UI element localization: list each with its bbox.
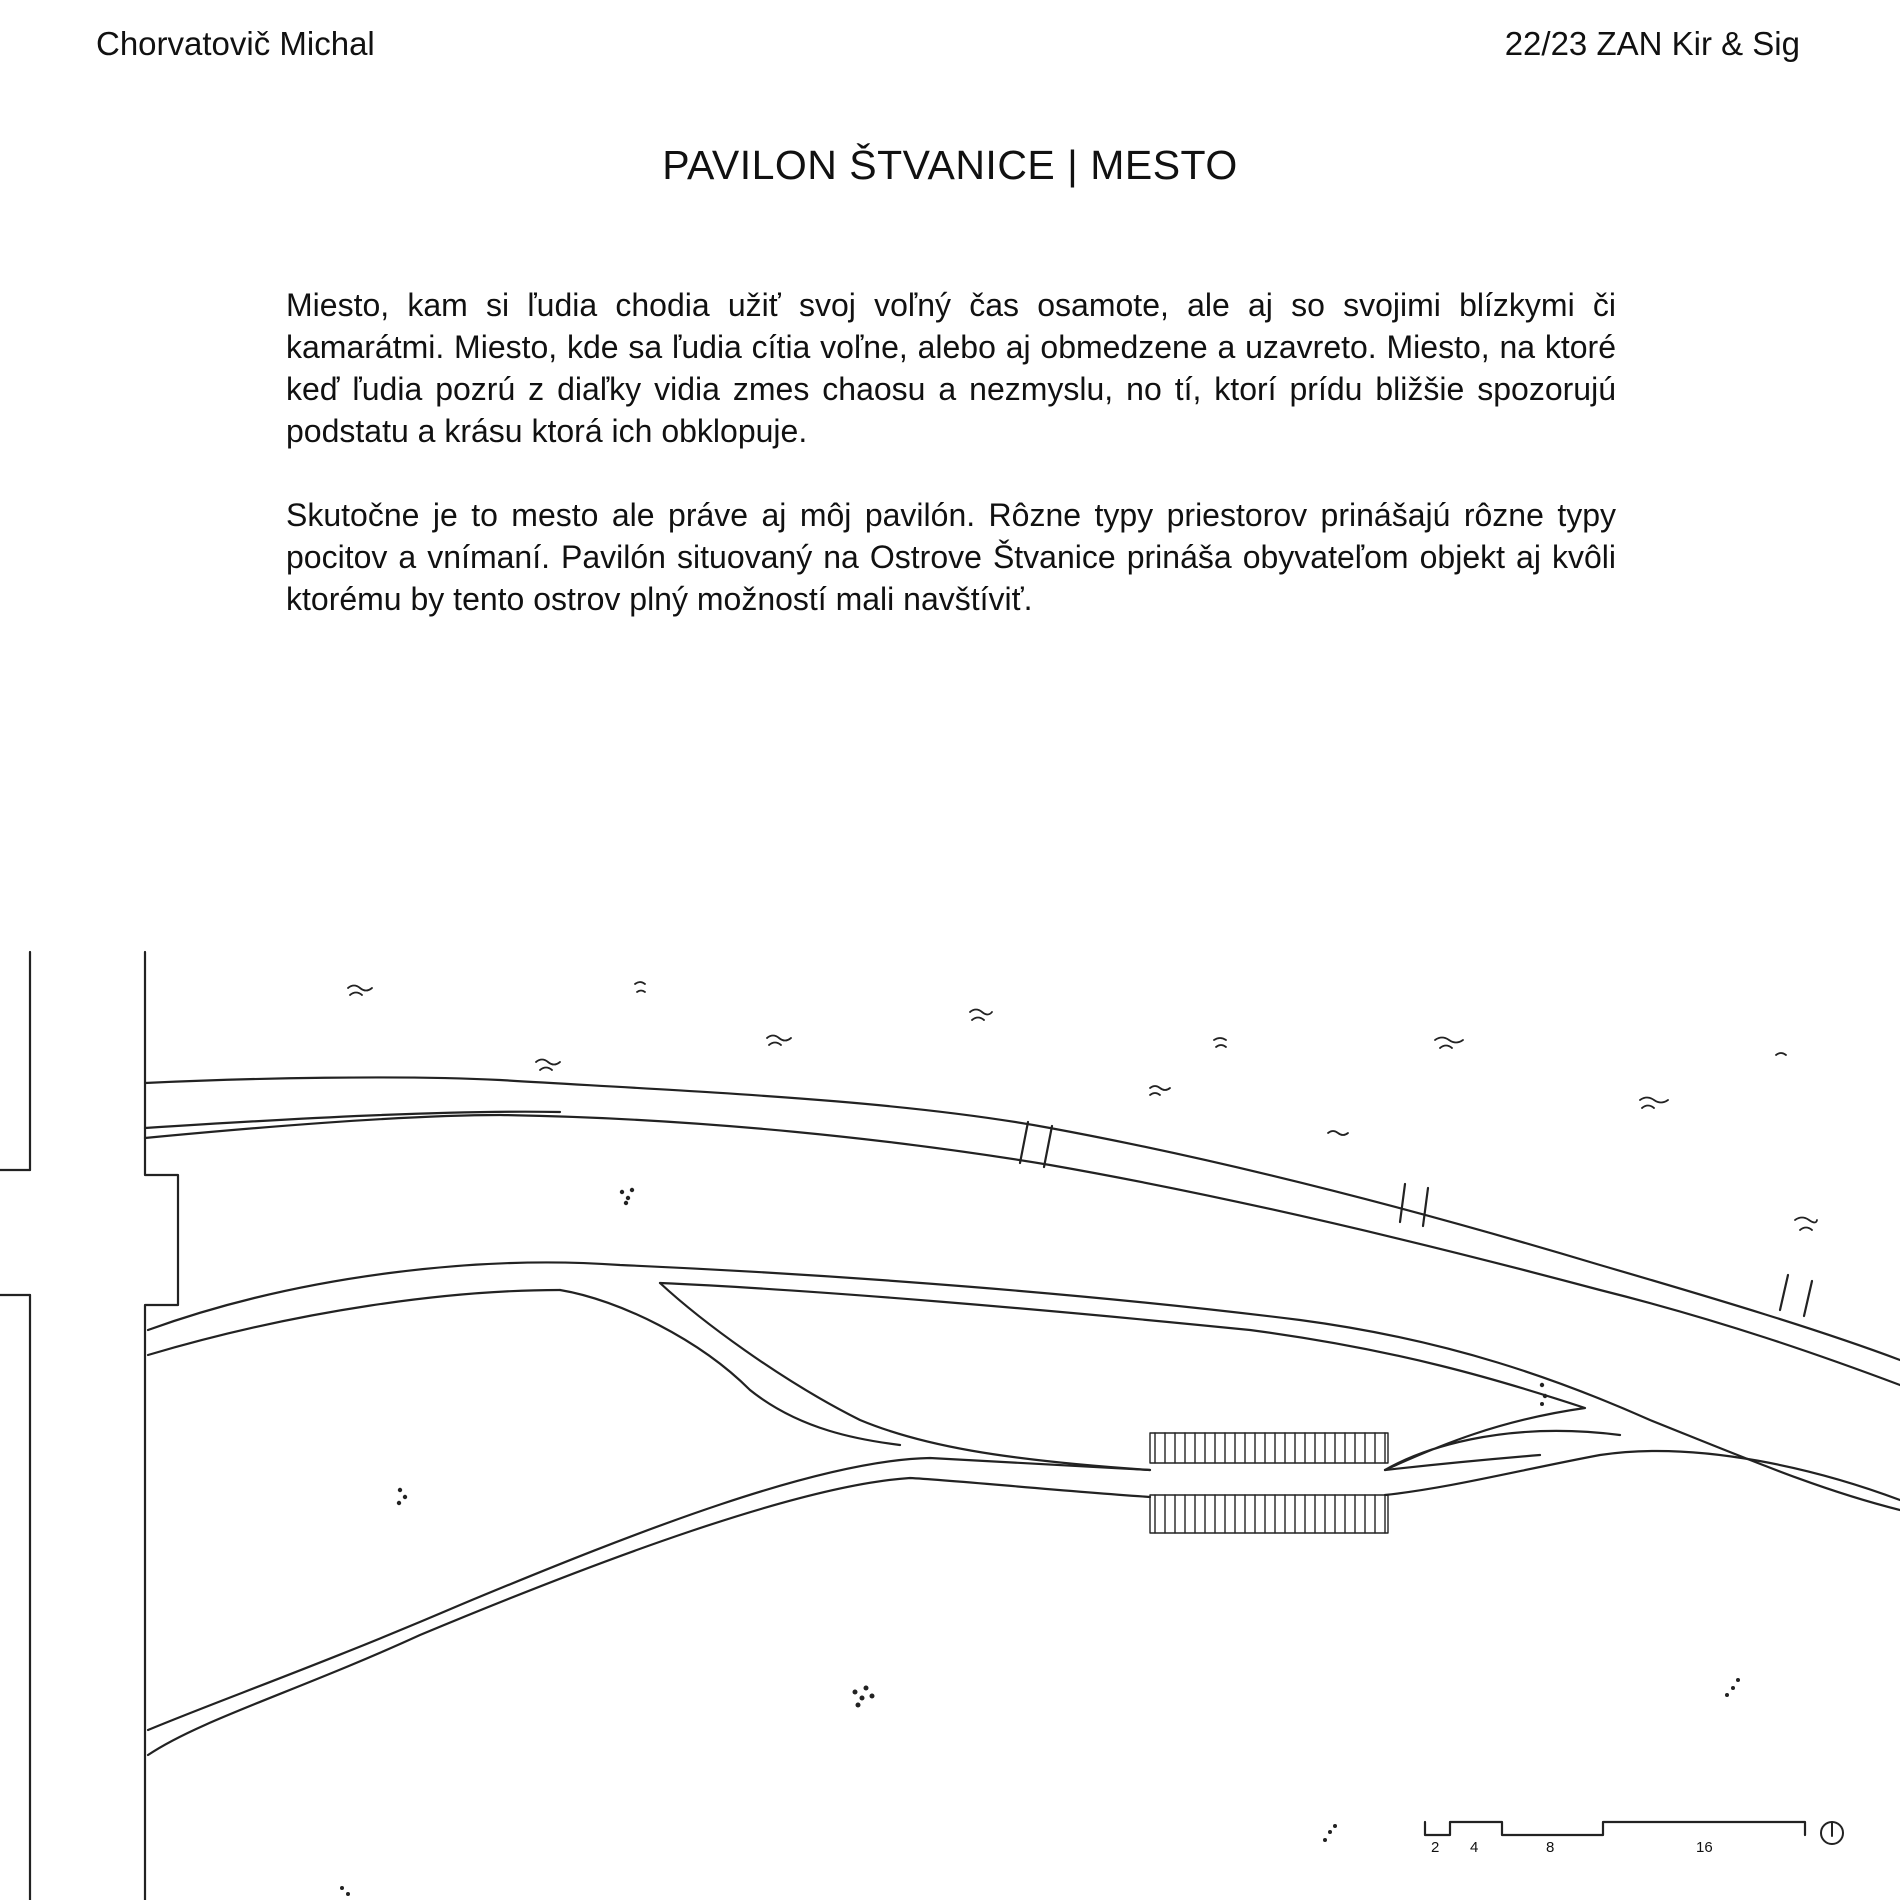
scale-bar-labels bbox=[1431, 1839, 1713, 1856]
course-code: 22/23 ZAN Kir & Sig bbox=[1504, 25, 1800, 62]
scale-label: 2 bbox=[1431, 1839, 1440, 1856]
north-arrow-icon bbox=[1821, 1822, 1843, 1844]
left-boundary bbox=[0, 952, 178, 1900]
scale-bar bbox=[1425, 1822, 1805, 1835]
scale-label: 8 bbox=[1546, 1839, 1555, 1856]
water-marks bbox=[348, 982, 1817, 1230]
page-title: PAVILON ŠTVANICE | MESTO bbox=[662, 142, 1238, 188]
pavilion bbox=[1150, 1433, 1388, 1533]
scale-label: 4 bbox=[1470, 1839, 1479, 1856]
paragraph-1: Miesto, kam si ľudia chodia užiť svoj voľný čas osamote, ale aj so svojimi blízkymi či kamarátmi. Miesto, kde sa ľudia cítia voľne, alebo aj obmedzene a uzavreto. Miesto, na ktoré keď ľudia pozrú z diaľky vidia zmes chaosu a nezmyslu, no tí, ktorí prídu bližšie spozorujú podstatu a krásu ktorá ich obklopuje. bbox=[286, 287, 1616, 449]
site-plan-drawing bbox=[0, 950, 1900, 1900]
author-name: Chorvatovič Michal bbox=[96, 25, 375, 62]
paragraph-2: Skutočne je to mesto ale práve aj môj pavilón. Rôzne typy priestorov prinášajú rôzne typy pocitov a vnímaní. Pavilón situovaný na Ostrove Štvanice prináša obyvateľom objekt aj kvôli ktorému by tento ostrov plný možností mali navštíviť. bbox=[286, 497, 1616, 617]
description-text bbox=[286, 284, 1616, 662]
park-paths bbox=[148, 1263, 1900, 1755]
scale-label: 16 bbox=[1696, 1839, 1713, 1856]
riverside-path bbox=[145, 1077, 1900, 1385]
vegetation-dots bbox=[340, 1188, 1740, 1896]
